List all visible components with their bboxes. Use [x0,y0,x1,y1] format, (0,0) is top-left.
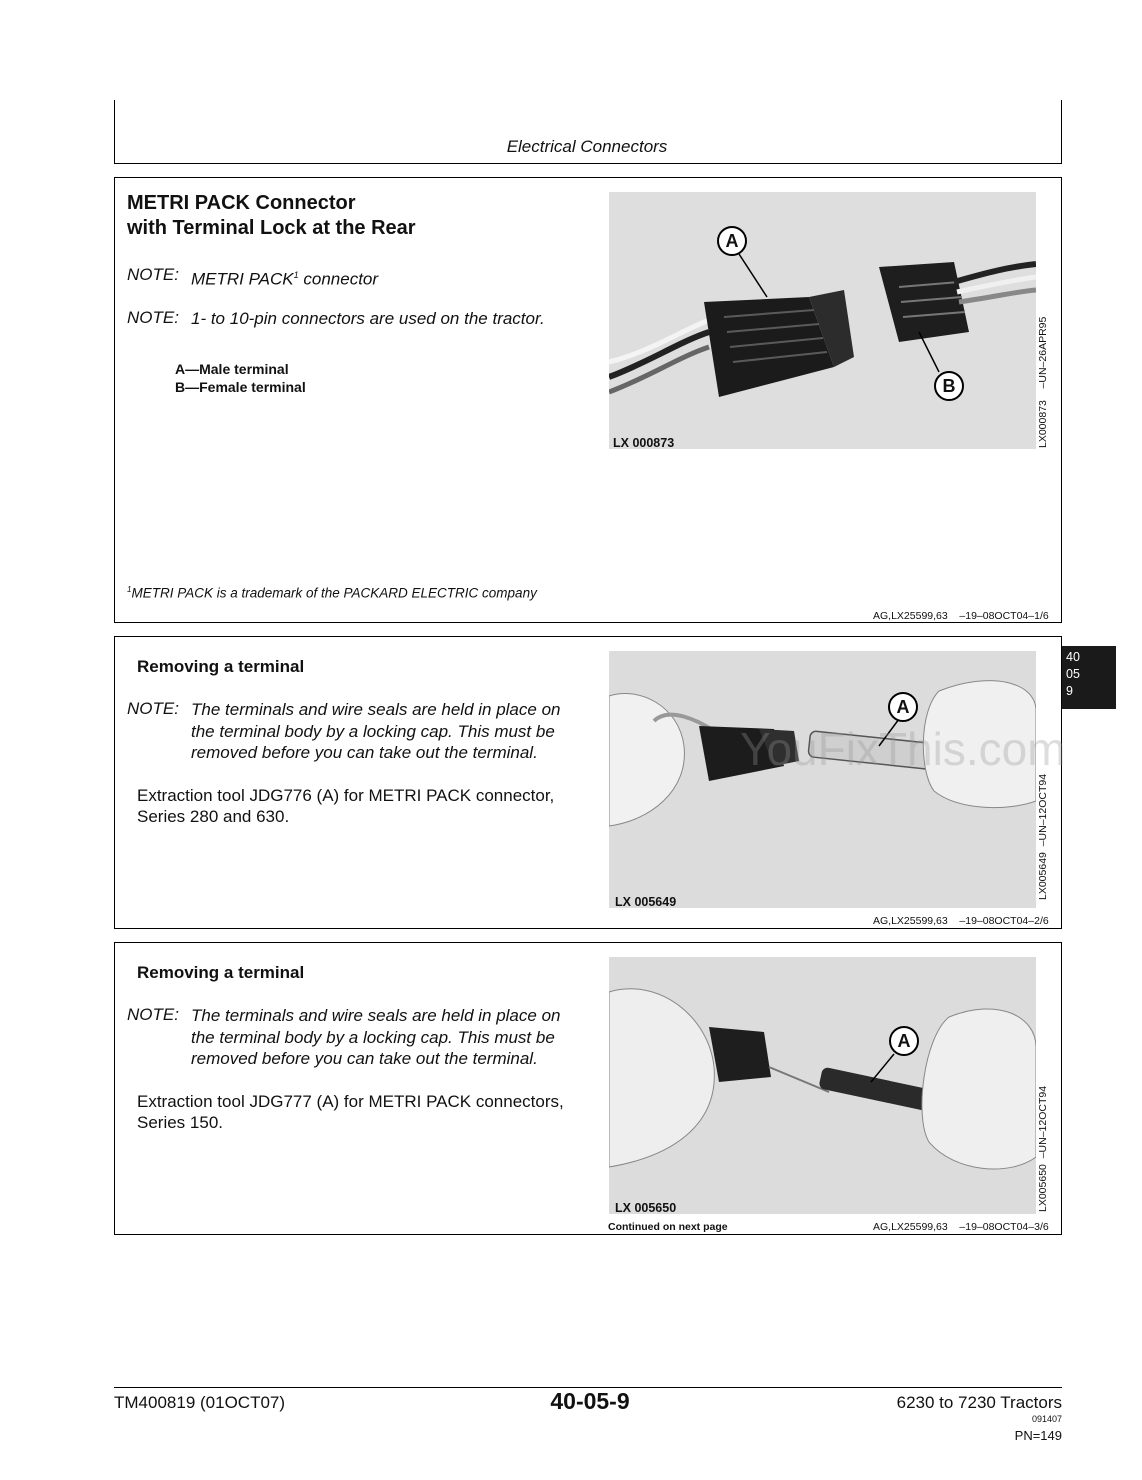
photo-code: LX 005650 [615,1201,677,1214]
note-text: METRI PACK$^1$ connector [191,269,379,289]
callout-a: A [897,1031,911,1051]
section2-body: Extraction tool JDG776 (A) for METRI PACK connector, Series 280 and 630. [137,786,555,826]
callout-a: A [725,231,739,251]
photo-extraction-tool-jdg776 [609,651,1036,908]
extraction-illustration [609,957,1036,1214]
callout-a: A [896,697,910,717]
footer-date-code: 091407 [1031,1414,1062,1424]
footer-page-number: 40-05-9 [550,1388,630,1414]
footnote: $^1$METRI PACK is a trademark of the PACKARD ELECTRIC company [127,585,537,601]
footer-pn: PN=149 [1014,1428,1062,1443]
photo-code: LX 005649 [615,895,677,908]
section-side-tab: 40 05 9 [1062,646,1116,709]
title-line-1: METRI PACK Connector [127,192,356,214]
note-text: 1- to 10-pin connectors are used on the tractor. [191,309,545,328]
photo-side-code: LX000873 –UN–26APR95 [1037,316,1049,448]
title-line-2: with Terminal Lock at the Rear [127,217,416,239]
legend [175,360,306,396]
section3-subtitle: Removing a terminal [137,963,305,982]
note-label: NOTE: [127,1005,179,1024]
legend-item-b: B—Female terminal [175,379,306,395]
photo-code: LX 000873 [613,436,675,449]
watermark: YouFixThis.com [740,723,1066,775]
section1-ref-code: AG,LX25599,63 –19–08OCT04–1/6 [873,610,1049,622]
note-text: The terminals and wire seals are held in place on the terminal body by a locking cap. This must be removed before you can take out the terminal. [191,700,561,762]
section3-note [127,1005,597,1071]
note-label: NOTE: [127,265,179,284]
note-label: NOTE: [127,308,179,327]
extraction-illustration [609,651,1036,908]
section1-title [127,191,416,241]
callout-b: B [942,376,956,396]
footer-model: 6230 to 7230 Tractors [896,1393,1062,1412]
note-label: NOTE: [127,699,179,718]
note-2 [127,308,597,330]
legend-item-a: A—Male terminal [175,361,289,377]
note-1 [127,265,597,287]
section3-ref-code: AG,LX25599,63 –19–08OCT04–3/6 [873,1221,1049,1233]
footer-manual-id: TM400819 (01OCT07) [114,1393,286,1412]
continued-note: Continued on next page [608,1221,728,1233]
photo-extraction-tool-jdg777 [609,957,1036,1214]
photo-connector-lx000873 [609,192,1036,449]
connector-illustration [609,192,1036,449]
section-header-title: Electrical Connectors [506,137,668,156]
note-text: The terminals and wire seals are held in place on the terminal body by a locking cap. This must be removed before you can take out the terminal. [191,1006,561,1068]
photo-side-code: LX005649 –UN–12OCT94 [1037,773,1049,900]
photo-side-code: LX005650 –UN–12OCT94 [1037,1085,1049,1212]
section2-ref-code: AG,LX25599,63 –19–08OCT04–2/6 [873,915,1049,927]
section3-body: Extraction tool JDG777 (A) for METRI PACK connectors, Series 150. [137,1092,564,1132]
section2-note [127,699,597,765]
section2-subtitle: Removing a terminal [137,657,305,676]
